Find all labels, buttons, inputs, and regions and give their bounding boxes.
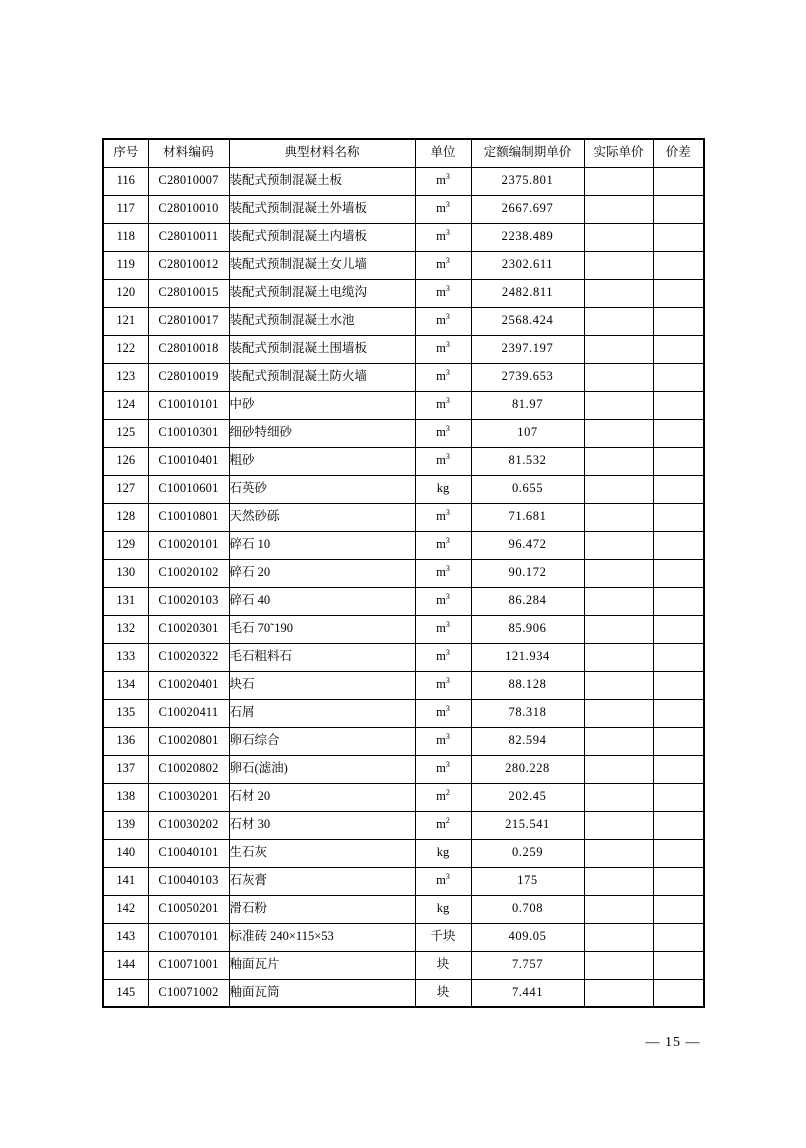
- cell-unit: 块: [415, 951, 471, 979]
- cell-base-price: 2739.653: [471, 363, 584, 391]
- cell-base-price: 7.441: [471, 979, 584, 1007]
- cell-material-code: C10020101: [148, 531, 229, 559]
- cell-material-name: 碎石 40: [229, 587, 415, 615]
- cell-base-price: 2238.489: [471, 223, 584, 251]
- cell-actual-price: [584, 223, 653, 251]
- cell-base-price: 121.934: [471, 643, 584, 671]
- cell-seq: 117: [103, 195, 148, 223]
- cell-base-price: 2302.611: [471, 251, 584, 279]
- cell-price-difference: [653, 643, 704, 671]
- cell-unit: $m^3$: [415, 279, 471, 307]
- cell-price-difference: [653, 251, 704, 279]
- cell-seq: 141: [103, 867, 148, 895]
- cell-price-difference: [653, 167, 704, 195]
- cell-material-name: 天然砂砾: [229, 503, 415, 531]
- cell-unit: $m^3$: [415, 167, 471, 195]
- cell-actual-price: [584, 447, 653, 475]
- cell-unit: $m^3$: [415, 447, 471, 475]
- cell-unit: $m^2$: [415, 783, 471, 811]
- table-row: [103, 167, 704, 195]
- cell-actual-price: [584, 363, 653, 391]
- cell-seq: 120: [103, 279, 148, 307]
- cell-material-name: 毛石 70˜190: [229, 615, 415, 643]
- cell-material-name: 碎石 20: [229, 559, 415, 587]
- cell-material-code: C10020411: [148, 699, 229, 727]
- cell-actual-price: [584, 643, 653, 671]
- cell-base-price: 202.45: [471, 783, 584, 811]
- cell-actual-price: [584, 503, 653, 531]
- cell-seq: 144: [103, 951, 148, 979]
- cell-base-price: 2397.197: [471, 335, 584, 363]
- cell-seq: 123: [103, 363, 148, 391]
- cell-seq: 132: [103, 615, 148, 643]
- cell-material-code: C10030201: [148, 783, 229, 811]
- cell-actual-price: [584, 251, 653, 279]
- cell-base-price: 409.05: [471, 923, 584, 951]
- cell-material-name: 装配式预制混凝土女儿墙: [229, 251, 415, 279]
- cell-actual-price: [584, 923, 653, 951]
- cell-unit: 千块: [415, 923, 471, 951]
- cell-price-difference: [653, 951, 704, 979]
- cell-material-name: 石材 30: [229, 811, 415, 839]
- cell-price-difference: [653, 811, 704, 839]
- table-row: [103, 391, 704, 419]
- cell-material-name: 碎石 10: [229, 531, 415, 559]
- table-row: [103, 475, 704, 503]
- cell-price-difference: [653, 335, 704, 363]
- cell-actual-price: [584, 867, 653, 895]
- table-row: [103, 615, 704, 643]
- cell-material-name: 装配式预制混凝土板: [229, 167, 415, 195]
- cell-unit: $m^3$: [415, 363, 471, 391]
- cell-material-name: 釉面瓦片: [229, 951, 415, 979]
- table-row: [103, 447, 704, 475]
- cell-actual-price: [584, 167, 653, 195]
- cell-actual-price: [584, 419, 653, 447]
- cell-base-price: 2375.801: [471, 167, 584, 195]
- cell-price-difference: [653, 867, 704, 895]
- cell-base-price: 280.228: [471, 755, 584, 783]
- cell-material-name: 装配式预制混凝土电缆沟: [229, 279, 415, 307]
- cell-base-price: 85.906: [471, 615, 584, 643]
- cell-base-price: 2568.424: [471, 307, 584, 335]
- cell-material-name: 装配式预制混凝土防火墙: [229, 363, 415, 391]
- page-footer: [0, 1035, 806, 1051]
- column-header-unit: 单位: [415, 139, 471, 167]
- cell-seq: 143: [103, 923, 148, 951]
- cell-unit: $m^3$: [415, 755, 471, 783]
- table-row: [103, 727, 704, 755]
- cell-actual-price: [584, 671, 653, 699]
- cell-price-difference: [653, 363, 704, 391]
- cell-actual-price: [584, 531, 653, 559]
- table-row: [103, 951, 704, 979]
- cell-material-code: C10020401: [148, 671, 229, 699]
- column-header-seq: 序号: [103, 139, 148, 167]
- cell-material-name: 装配式预制混凝土围墙板: [229, 335, 415, 363]
- cell-material-name: 标准砖 240×115×53: [229, 923, 415, 951]
- cell-price-difference: [653, 475, 704, 503]
- cell-price-difference: [653, 279, 704, 307]
- cell-material-name: 卵石综合: [229, 727, 415, 755]
- cell-seq: 142: [103, 895, 148, 923]
- cell-seq: 131: [103, 587, 148, 615]
- cell-unit: $m^3$: [415, 867, 471, 895]
- cell-material-name: 生石灰: [229, 839, 415, 867]
- cell-material-code: C10010601: [148, 475, 229, 503]
- cell-price-difference: [653, 755, 704, 783]
- cell-base-price: 81.97: [471, 391, 584, 419]
- column-header-actual-price: 实际单价: [584, 139, 653, 167]
- cell-unit: $m^3$: [415, 699, 471, 727]
- table-row: [103, 783, 704, 811]
- cell-unit: $m^3$: [415, 615, 471, 643]
- cell-material-name: 装配式预制混凝土水池: [229, 307, 415, 335]
- cell-material-code: C28010019: [148, 363, 229, 391]
- cell-price-difference: [653, 559, 704, 587]
- cell-actual-price: [584, 727, 653, 755]
- table-row: [103, 279, 704, 307]
- cell-unit: $m^3$: [415, 727, 471, 755]
- cell-seq: 128: [103, 503, 148, 531]
- cell-seq: 129: [103, 531, 148, 559]
- table-row: [103, 251, 704, 279]
- cell-base-price: 96.472: [471, 531, 584, 559]
- cell-price-difference: [653, 447, 704, 475]
- cell-actual-price: [584, 559, 653, 587]
- cell-unit: kg: [415, 839, 471, 867]
- cell-actual-price: [584, 895, 653, 923]
- page-number: — 15 —: [645, 1035, 701, 1050]
- cell-actual-price: [584, 307, 653, 335]
- cell-seq: 136: [103, 727, 148, 755]
- cell-base-price: 86.284: [471, 587, 584, 615]
- cell-actual-price: [584, 391, 653, 419]
- cell-material-name: 细砂特细砂: [229, 419, 415, 447]
- cell-seq: 121: [103, 307, 148, 335]
- table-row: [103, 223, 704, 251]
- table-row: [103, 923, 704, 951]
- cell-material-code: C10020103: [148, 587, 229, 615]
- table-header: [103, 139, 704, 167]
- cell-material-code: C28010012: [148, 251, 229, 279]
- cell-actual-price: [584, 699, 653, 727]
- cell-price-difference: [653, 503, 704, 531]
- cell-seq: 133: [103, 643, 148, 671]
- cell-base-price: 107: [471, 419, 584, 447]
- cell-actual-price: [584, 335, 653, 363]
- cell-actual-price: [584, 979, 653, 1007]
- cell-actual-price: [584, 755, 653, 783]
- cell-price-difference: [653, 839, 704, 867]
- cell-base-price: 82.594: [471, 727, 584, 755]
- cell-material-name: 粗砂: [229, 447, 415, 475]
- cell-material-code: C28010015: [148, 279, 229, 307]
- cell-actual-price: [584, 951, 653, 979]
- table-row: [103, 839, 704, 867]
- cell-actual-price: [584, 587, 653, 615]
- cell-material-name: 釉面瓦筒: [229, 979, 415, 1007]
- cell-material-code: C10050201: [148, 895, 229, 923]
- cell-price-difference: [653, 195, 704, 223]
- cell-material-code: C10040103: [148, 867, 229, 895]
- cell-unit: $m^3$: [415, 391, 471, 419]
- cell-material-code: C28010011: [148, 223, 229, 251]
- cell-base-price: 78.318: [471, 699, 584, 727]
- cell-seq: 134: [103, 671, 148, 699]
- cell-material-name: 装配式预制混凝土内墙板: [229, 223, 415, 251]
- cell-base-price: 0.259: [471, 839, 584, 867]
- cell-price-difference: [653, 531, 704, 559]
- table-row: [103, 363, 704, 391]
- cell-actual-price: [584, 475, 653, 503]
- cell-unit: $m^3$: [415, 223, 471, 251]
- cell-material-name: 块石: [229, 671, 415, 699]
- cell-actual-price: [584, 279, 653, 307]
- cell-material-code: C10071001: [148, 951, 229, 979]
- cell-unit: kg: [415, 895, 471, 923]
- table-row: [103, 559, 704, 587]
- cell-seq: 135: [103, 699, 148, 727]
- cell-unit: $m^3$: [415, 559, 471, 587]
- table-row: [103, 195, 704, 223]
- table-header-row: [103, 139, 704, 167]
- cell-unit: $m^3$: [415, 531, 471, 559]
- cell-base-price: 71.681: [471, 503, 584, 531]
- cell-base-price: 0.655: [471, 475, 584, 503]
- table-row: [103, 531, 704, 559]
- cell-material-code: C10030202: [148, 811, 229, 839]
- cell-material-name: 石英砂: [229, 475, 415, 503]
- cell-material-code: C10020301: [148, 615, 229, 643]
- cell-price-difference: [653, 979, 704, 1007]
- cell-price-difference: [653, 699, 704, 727]
- cell-base-price: 81.532: [471, 447, 584, 475]
- cell-seq: 119: [103, 251, 148, 279]
- cell-unit: $m^3$: [415, 251, 471, 279]
- cell-base-price: 215.541: [471, 811, 584, 839]
- cell-material-code: C10010401: [148, 447, 229, 475]
- table-row: [103, 699, 704, 727]
- cell-seq: 126: [103, 447, 148, 475]
- cell-material-code: C10010301: [148, 419, 229, 447]
- cell-material-code: C28010010: [148, 195, 229, 223]
- table-row: [103, 867, 704, 895]
- cell-material-name: 石灰膏: [229, 867, 415, 895]
- cell-unit: $m^2$: [415, 811, 471, 839]
- cell-actual-price: [584, 195, 653, 223]
- cell-price-difference: [653, 419, 704, 447]
- cell-seq: 122: [103, 335, 148, 363]
- cell-seq: 130: [103, 559, 148, 587]
- cell-base-price: 175: [471, 867, 584, 895]
- cell-seq: 139: [103, 811, 148, 839]
- cell-unit: $m^3$: [415, 643, 471, 671]
- cell-price-difference: [653, 671, 704, 699]
- cell-seq: 118: [103, 223, 148, 251]
- cell-material-code: C10020801: [148, 727, 229, 755]
- cell-price-difference: [653, 923, 704, 951]
- cell-unit: $m^3$: [415, 503, 471, 531]
- cell-material-name: 装配式预制混凝土外墙板: [229, 195, 415, 223]
- cell-unit: $m^3$: [415, 307, 471, 335]
- cell-unit: $m^3$: [415, 195, 471, 223]
- cell-actual-price: [584, 839, 653, 867]
- cell-base-price: 88.128: [471, 671, 584, 699]
- cell-material-code: C10070101: [148, 923, 229, 951]
- table-row: [103, 643, 704, 671]
- column-header-name: 典型材料名称: [229, 139, 415, 167]
- cell-price-difference: [653, 783, 704, 811]
- materials-price-table: [102, 138, 705, 1008]
- cell-material-code: C10071002: [148, 979, 229, 1007]
- cell-seq: 116: [103, 167, 148, 195]
- cell-base-price: 90.172: [471, 559, 584, 587]
- cell-seq: 137: [103, 755, 148, 783]
- table-body: [103, 167, 704, 1007]
- cell-base-price: 0.708: [471, 895, 584, 923]
- column-header-code: 材料编码: [148, 139, 229, 167]
- cell-price-difference: [653, 391, 704, 419]
- cell-price-difference: [653, 727, 704, 755]
- cell-material-name: 中砂: [229, 391, 415, 419]
- cell-price-difference: [653, 223, 704, 251]
- cell-material-code: C10020102: [148, 559, 229, 587]
- table-row: [103, 979, 704, 1007]
- cell-seq: 138: [103, 783, 148, 811]
- cell-material-name: 毛石粗料石: [229, 643, 415, 671]
- cell-material-name: 石屑: [229, 699, 415, 727]
- cell-material-code: C28010007: [148, 167, 229, 195]
- cell-price-difference: [653, 615, 704, 643]
- cell-material-code: C10010801: [148, 503, 229, 531]
- table-row: [103, 895, 704, 923]
- table-row: [103, 755, 704, 783]
- cell-unit: $m^3$: [415, 335, 471, 363]
- cell-base-price: 2482.811: [471, 279, 584, 307]
- cell-unit: $m^3$: [415, 587, 471, 615]
- cell-material-name: 卵石(滤油): [229, 755, 415, 783]
- cell-price-difference: [653, 895, 704, 923]
- cell-seq: 124: [103, 391, 148, 419]
- cell-unit: kg: [415, 475, 471, 503]
- cell-price-difference: [653, 307, 704, 335]
- cell-actual-price: [584, 783, 653, 811]
- table-row: [103, 419, 704, 447]
- table-row: [103, 307, 704, 335]
- cell-unit: $m^3$: [415, 671, 471, 699]
- table-row: [103, 503, 704, 531]
- cell-material-name: 滑石粉: [229, 895, 415, 923]
- cell-material-code: C28010018: [148, 335, 229, 363]
- cell-base-price: 7.757: [471, 951, 584, 979]
- cell-unit: $m^3$: [415, 419, 471, 447]
- cell-actual-price: [584, 811, 653, 839]
- column-header-price: 定额编制期单价: [471, 139, 584, 167]
- cell-price-difference: [653, 587, 704, 615]
- table-row: [103, 811, 704, 839]
- cell-actual-price: [584, 615, 653, 643]
- cell-seq: 145: [103, 979, 148, 1007]
- cell-seq: 127: [103, 475, 148, 503]
- cell-material-code: C28010017: [148, 307, 229, 335]
- table-row: [103, 671, 704, 699]
- cell-material-name: 石材 20: [229, 783, 415, 811]
- table-row: [103, 587, 704, 615]
- cell-base-price: 2667.697: [471, 195, 584, 223]
- cell-material-code: C10040101: [148, 839, 229, 867]
- cell-seq: 125: [103, 419, 148, 447]
- cell-material-code: C10020322: [148, 643, 229, 671]
- cell-material-code: C10020802: [148, 755, 229, 783]
- cell-unit: 块: [415, 979, 471, 1007]
- column-header-price-difference: 价差: [653, 139, 704, 167]
- table-row: [103, 335, 704, 363]
- cell-material-code: C10010101: [148, 391, 229, 419]
- cell-seq: 140: [103, 839, 148, 867]
